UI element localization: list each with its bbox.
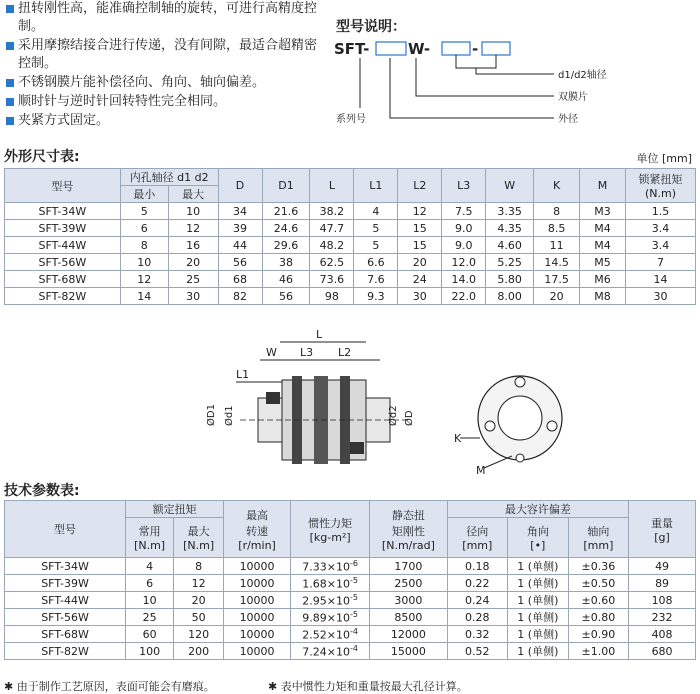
feature-item: 采用摩擦结接合进行传递，没有间隙，最适合超精密控制。 (4, 37, 324, 73)
tech-cell: 2500 (370, 575, 447, 592)
dim-cell: 14.5 (534, 254, 580, 271)
col-L: L (310, 169, 354, 203)
dim-cell: 9.0 (442, 220, 486, 237)
dim-cell: 12 (120, 271, 168, 288)
hole-top (515, 377, 525, 387)
dim-cell: 30 (398, 288, 442, 305)
dim-cell: 38.2 (310, 203, 354, 220)
label-d2: Ød2 (388, 405, 399, 426)
tech-table-row (5, 592, 696, 609)
tech-cell: 10000 (224, 592, 291, 609)
col-K: K (534, 169, 580, 203)
tech-cell: 0.24 (447, 592, 508, 609)
shaft-label: d1/d2轴径 (558, 70, 607, 81)
model-prefix: SFT- (334, 40, 370, 58)
tech-cell: 10000 (224, 609, 291, 626)
dim-table-row (5, 220, 696, 237)
tech-cell: 4 (126, 558, 174, 575)
tcol-model: 型号 (5, 501, 126, 558)
tech-cell: 1 (单侧) (508, 592, 569, 609)
dim-cell: 14 (120, 288, 168, 305)
dim-table-row (5, 203, 696, 220)
tech-cell: 1 (单侧) (508, 626, 569, 643)
dim-cell: 56 (262, 288, 310, 305)
screw-right (350, 442, 364, 454)
dim-cell: 30 (168, 288, 218, 305)
label-M: M (476, 464, 486, 477)
footnote-1: ✱ 由于制作工艺原因，表面可能会有磨痕。 (4, 680, 215, 693)
tcol-radial: 径向 [mm] (447, 518, 508, 558)
dim-table-row (5, 271, 696, 288)
tech-cell: 10000 (224, 558, 291, 575)
dim-cell: 48.2 (310, 237, 354, 254)
dim-cell: 12.0 (442, 254, 486, 271)
tech-cell: 200 (174, 643, 224, 660)
dim-cell: 8 (534, 203, 580, 220)
dim-cell: 21.6 (262, 203, 310, 220)
feature-item: 不锈钢膜片能补偿径向、角向、轴向偏差。 (4, 74, 324, 92)
model-code-diagram (330, 34, 690, 134)
d2-box (482, 42, 510, 55)
dim-cell: 12 (168, 220, 218, 237)
dim-cell: 56 (218, 254, 262, 271)
col-L2: L2 (398, 169, 442, 203)
hole-left (485, 421, 495, 431)
dim-cell: M4 (580, 220, 626, 237)
dim-cell: 4.35 (486, 220, 534, 237)
tech-cell: 1 (单侧) (508, 575, 569, 592)
dim-cell: 3.35 (486, 203, 534, 220)
tech-cell: 108 (629, 592, 696, 609)
tech-cell: 12 (174, 575, 224, 592)
series-box (376, 42, 406, 55)
label-L: L (316, 328, 323, 341)
dim-cell: 24 (398, 271, 442, 288)
tech-cell: 0.32 (447, 626, 508, 643)
front-bore (498, 396, 542, 440)
dim-cell: 10 (168, 203, 218, 220)
dim-cell: 9.3 (354, 288, 398, 305)
dimension-table (4, 168, 696, 305)
hole-right (547, 421, 557, 431)
dim-cell: 82 (218, 288, 262, 305)
col-torque: 锁紧扭矩 (N.m) (626, 169, 696, 203)
dim-cell: 14 (626, 271, 696, 288)
label-L3: L3 (300, 346, 314, 359)
tech-cell: 232 (629, 609, 696, 626)
col-M: M (580, 169, 626, 203)
label-L1: L1 (236, 368, 250, 381)
dim-cell: 12 (398, 203, 442, 220)
dim-cell: 47.7 (310, 220, 354, 237)
dim-cell: 8.5 (534, 220, 580, 237)
double-label: 双膜片 (558, 92, 588, 103)
dim-cell: 7 (626, 254, 696, 271)
dim-cell: 98 (310, 288, 354, 305)
feature-list (4, 0, 324, 131)
tech-cell: ±1.00 (568, 643, 629, 660)
tech-cell: 0.22 (447, 575, 508, 592)
leader-M (484, 456, 512, 468)
dim-table-row (5, 254, 696, 271)
tech-cell: 12000 (370, 626, 447, 643)
feature-item: 顺时针与逆时针回转特性完全相同。 (4, 93, 324, 111)
dim-cell: 14.0 (442, 271, 486, 288)
dim-cell: 29.6 (262, 237, 310, 254)
double-leader (416, 58, 554, 96)
tech-cell: 8 (174, 558, 224, 575)
tech-cell: 3000 (370, 592, 447, 609)
bullet-square-icon (6, 98, 14, 106)
dim-table-title: 外形尺寸表: (4, 149, 80, 165)
dim-cell: 62.5 (310, 254, 354, 271)
dim-cell: M8 (580, 288, 626, 305)
dim-cell: 39 (218, 220, 262, 237)
col-D1: D1 (262, 169, 310, 203)
model-mid: W- (408, 40, 431, 58)
dim-cell: SFT-39W (5, 220, 121, 237)
inertia-cell: $2.52\times 10^{-4}$ (290, 626, 369, 643)
col-model: 型号 (5, 169, 121, 203)
bullet-square-icon (6, 79, 14, 87)
dim-cell: 30 (626, 288, 696, 305)
dim-cell: 10 (120, 254, 168, 271)
dim-cell: 5.25 (486, 254, 534, 271)
hole-bottom (516, 454, 524, 462)
tech-cell: 49 (629, 558, 696, 575)
tech-cell: ±0.36 (568, 558, 629, 575)
screw-left (266, 392, 280, 404)
tech-cell: SFT-44W (5, 592, 126, 609)
dim-cell: 46 (262, 271, 310, 288)
tech-cell: 50 (174, 609, 224, 626)
tech-cell: 20 (174, 592, 224, 609)
tech-cell: 1 (单侧) (508, 609, 569, 626)
dim-cell: 8 (120, 237, 168, 254)
tech-cell: 120 (174, 626, 224, 643)
inertia-cell: $7.24\times 10^{-4}$ (290, 643, 369, 660)
tech-cell: 0.28 (447, 609, 508, 626)
tcol-rated: 额定扭矩 (126, 501, 224, 518)
tcol-angle: 角向 [•] (508, 518, 569, 558)
dim-cell: 15 (398, 220, 442, 237)
dim-cell: M3 (580, 203, 626, 220)
tcol-dev: 最大容许偏差 (447, 501, 629, 518)
tcol-normal: 常用 [N.m] (126, 518, 174, 558)
dim-cell: 6.6 (354, 254, 398, 271)
tech-cell: 60 (126, 626, 174, 643)
col-W: W (486, 169, 534, 203)
tech-cell: 100 (126, 643, 174, 660)
col-bore: 内孔轴径 d1 d2 (120, 169, 218, 186)
dim-cell: SFT-56W (5, 254, 121, 271)
tech-cell: 408 (629, 626, 696, 643)
tech-cell: 1 (单侧) (508, 643, 569, 660)
model-dash: - (472, 40, 479, 58)
feature-item: 扭转刚性高，能准确控制轴的旋转，可进行高精度控制。 (4, 0, 324, 36)
dim-cell: 4.60 (486, 237, 534, 254)
tech-table (4, 500, 696, 660)
dim-cell: M5 (580, 254, 626, 271)
col-L3: L3 (442, 169, 486, 203)
tech-cell: 10 (126, 592, 174, 609)
dim-cell: 20 (168, 254, 218, 271)
dim-cell: 5.80 (486, 271, 534, 288)
tech-table-row (5, 626, 696, 643)
tech-cell: 1700 (370, 558, 447, 575)
tech-cell: 89 (629, 575, 696, 592)
tech-table-row (5, 609, 696, 626)
dim-cell: 20 (398, 254, 442, 271)
tcol-max: 最大 [N.m] (174, 518, 224, 558)
dim-cell: 8.00 (486, 288, 534, 305)
inertia-cell: $7.33\times 10^{-6}$ (290, 558, 369, 575)
dim-cell: 22.0 (442, 288, 486, 305)
dim-cell: 3.4 (626, 237, 696, 254)
dim-cell: 44 (218, 237, 262, 254)
shaft-leader (476, 68, 554, 74)
dim-cell: SFT-68W (5, 271, 121, 288)
tcol-speed: 最高 转速 [r/min] (224, 501, 291, 558)
label-K: K (454, 432, 462, 445)
dim-cell: 17.5 (534, 271, 580, 288)
inertia-cell: $1.68\times 10^{-5}$ (290, 575, 369, 592)
bullet-square-icon (6, 5, 14, 13)
col-min: 最小 (120, 186, 168, 203)
col-D: D (218, 169, 262, 203)
dim-cell: 25 (168, 271, 218, 288)
dim-cell: SFT-44W (5, 237, 121, 254)
dim-cell: SFT-34W (5, 203, 121, 220)
tcol-inertia: 惯性力矩 [kg-m²] (290, 501, 369, 558)
col-L1: L1 (354, 169, 398, 203)
tech-cell: ±0.80 (568, 609, 629, 626)
tech-table-row (5, 575, 696, 592)
tech-cell: 15000 (370, 643, 447, 660)
outer-label: 外径 (558, 114, 578, 125)
tech-table-title: 技术参数表: (4, 483, 80, 499)
dim-cell: M4 (580, 237, 626, 254)
dim-cell: 5 (120, 203, 168, 220)
outer-leader (390, 58, 554, 118)
tcol-weight: 重量 [g] (629, 501, 696, 558)
dim-cell: 6 (120, 220, 168, 237)
dim-cell: 9.0 (442, 237, 486, 254)
dim-cell: SFT-82W (5, 288, 121, 305)
dim-table-row (5, 237, 696, 254)
dim-cell: 11 (534, 237, 580, 254)
model-code-title: 型号说明： (336, 19, 406, 35)
dim-cell: 7.5 (442, 203, 486, 220)
tech-cell: 25 (126, 609, 174, 626)
label-L2: L2 (338, 346, 352, 359)
dim-cell: 3.4 (626, 220, 696, 237)
tech-cell: ±0.60 (568, 592, 629, 609)
dim-cell: 24.6 (262, 220, 310, 237)
tech-cell: ±0.50 (568, 575, 629, 592)
tech-cell: SFT-34W (5, 558, 126, 575)
label-d1: Ød1 (224, 405, 235, 426)
tcol-axial: 轴向 [mm] (568, 518, 629, 558)
dim-cell: 4 (354, 203, 398, 220)
col-max: 最大 (168, 186, 218, 203)
unit-label: 单位 [mm] (636, 152, 692, 165)
tcol-stiff: 静态扭 矩刚性 [N.m/rad] (370, 501, 447, 558)
dim-cell: 16 (168, 237, 218, 254)
bullet-square-icon (6, 42, 14, 50)
label-W: W (266, 346, 277, 359)
series-label: 系列号 (336, 114, 366, 125)
feature-item: 夹紧方式固定。 (4, 112, 324, 130)
footnote-2: ✱ 表中惯性力矩和重量按最大孔径计算。 (268, 680, 468, 693)
dim-cell: 5 (354, 220, 398, 237)
tech-table-row (5, 558, 696, 575)
tech-cell: 10000 (224, 626, 291, 643)
dim-cell: 15 (398, 237, 442, 254)
dim-cell: 68 (218, 271, 262, 288)
tech-cell: 680 (629, 643, 696, 660)
dim-cell: 1.5 (626, 203, 696, 220)
d1-box (442, 42, 470, 55)
tech-cell: 1 (单侧) (508, 558, 569, 575)
coupling-drawing (200, 318, 580, 478)
label-D1: ØD1 (206, 404, 217, 426)
dim-cell: 34 (218, 203, 262, 220)
tech-cell: 10000 (224, 575, 291, 592)
inertia-cell: $2.95\times 10^{-5}$ (290, 592, 369, 609)
dim-cell: 73.6 (310, 271, 354, 288)
dim-cell: 38 (262, 254, 310, 271)
tech-cell: SFT-68W (5, 626, 126, 643)
inertia-cell: $9.89\times 10^{-5}$ (290, 609, 369, 626)
dim-cell: M6 (580, 271, 626, 288)
tech-cell: ±0.90 (568, 626, 629, 643)
tech-cell: 6 (126, 575, 174, 592)
dim-cell: 20 (534, 288, 580, 305)
dim-cell: 5 (354, 237, 398, 254)
tech-cell: 0.52 (447, 643, 508, 660)
tech-cell: SFT-39W (5, 575, 126, 592)
tech-cell: 0.18 (447, 558, 508, 575)
tech-cell: 10000 (224, 643, 291, 660)
bullet-square-icon (6, 117, 14, 125)
tech-cell: SFT-82W (5, 643, 126, 660)
label-D: ØD (404, 410, 415, 426)
dim-cell: 7.6 (354, 271, 398, 288)
tech-cell: 8500 (370, 609, 447, 626)
tech-table-row (5, 643, 696, 660)
tech-cell: SFT-56W (5, 609, 126, 626)
dim-table-row (5, 288, 696, 305)
